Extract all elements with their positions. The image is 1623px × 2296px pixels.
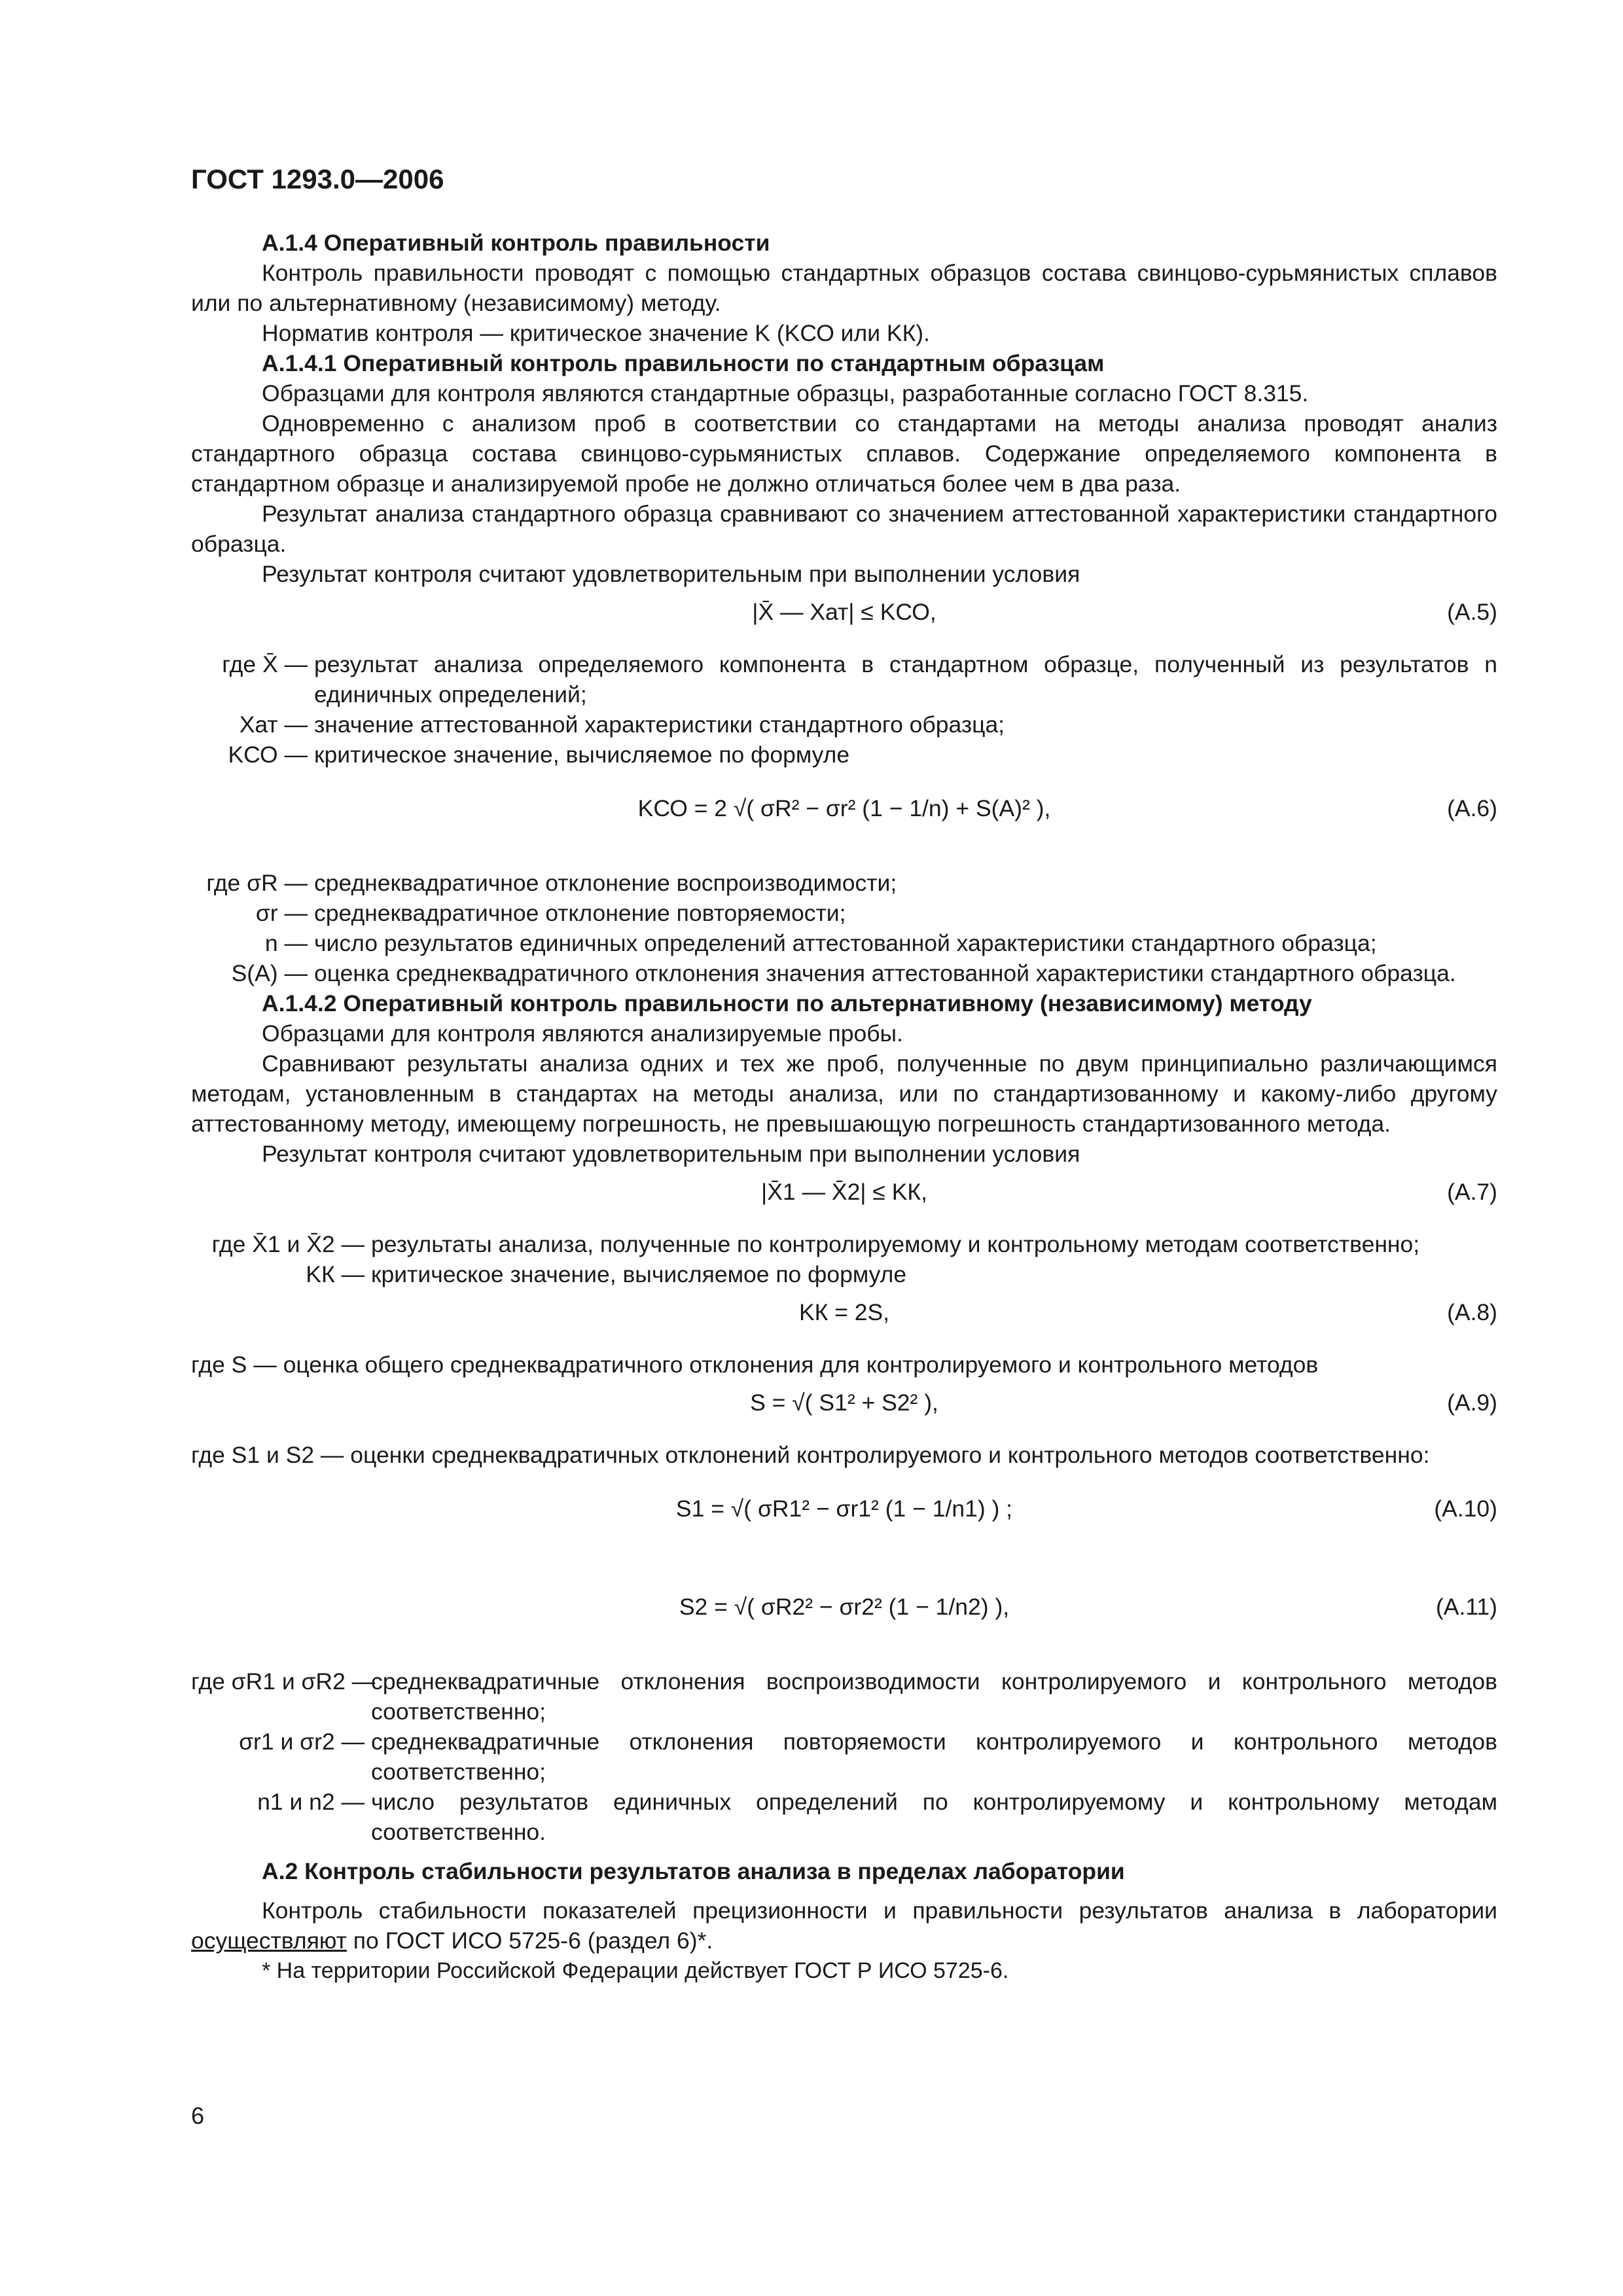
paragraph: Результат анализа стандартного образца сравнивают со значением аттестованной характеристики стандартного образца. <box>191 501 1497 557</box>
section-a14-title: А.1.4 Оперативный контроль правильности <box>262 230 770 256</box>
formula-number: (А.8) <box>1447 1299 1497 1325</box>
paragraph-text: Контроль стабильности показателей прецизионности и правильности результатов анализа в лаборатории <box>262 1897 1497 1924</box>
where-term: σr — <box>255 900 308 926</box>
section-a141-title: А.1.4.1 Оперативный контроль правильности по стандартным образцам <box>262 350 1105 376</box>
formula-a5 <box>191 589 1497 649</box>
paragraph: Образцами для контроля являются стандартные образцы, разработанные согласно ГОСТ 8.315. <box>262 380 1309 406</box>
paragraph-text: по ГОСТ ИСО 5725-6 (раздел 6)*. <box>346 1928 713 1954</box>
where-list-a7 <box>191 1229 1497 1289</box>
paragraph: Результат контроля считают удовлетворительным при выполнении условия <box>262 561 1080 587</box>
where-definition: оценка среднеквадратичного отклонения значения аттестованной характеристики стандартного образца. <box>314 960 1456 986</box>
where-term: n1 и n2 — <box>257 1789 365 1815</box>
where-definition: результаты анализа, полученные по контролируемому и контрольному методам соответственно; <box>371 1231 1420 1257</box>
formula-a8 <box>191 1289 1497 1350</box>
formula-a11 <box>191 1568 1497 1666</box>
formula-a10 <box>191 1470 1497 1568</box>
where-definition: число результатов единичных определений аттестованной характеристики стандартного образца; <box>314 930 1377 956</box>
where-term: KСО — <box>228 742 308 768</box>
where-term: Xат — <box>239 711 308 738</box>
document-header: ГОСТ 1293.0—2006 <box>191 164 444 194</box>
underlined-text: осуществляют <box>191 1928 347 1954</box>
paragraph: Образцами для контроля являются анализируемые пробы. <box>262 1020 903 1047</box>
where-list-a6 <box>191 868 1497 988</box>
formula-number: (А.9) <box>1447 1390 1497 1416</box>
page-content <box>191 228 1497 1986</box>
paragraph <box>191 1895 1497 1956</box>
formula-a7 <box>191 1169 1497 1229</box>
paragraph: Результат контроля считают удовлетворительным при выполнении условия <box>262 1141 1080 1167</box>
formula-number: (А.5) <box>1447 599 1497 625</box>
where-definition: среднеквадратичное отклонение воспроизводимости; <box>314 870 897 896</box>
page-number: 6 <box>191 2102 205 2129</box>
where-term: S(А) — <box>231 960 308 986</box>
footnote: * На территории Российской Федерации действует ГОСТ Р ИСО 5725-6. <box>262 1958 1009 1983</box>
where-definition: критическое значение, вычисляемое по формуле <box>314 742 850 768</box>
formula-expression: S2 = √( σR2² − σr2² (1 − 1/n2) ), <box>679 1594 1010 1620</box>
where-definition: критическое значение, вычисляемое по формуле <box>371 1261 907 1287</box>
where-term: KК — <box>306 1261 365 1287</box>
where-term: где X̄ — <box>222 651 308 677</box>
section-a142-title: А.1.4.2 Оперативный контроль правильности по альтернативному (независимому) методу <box>262 990 1312 1016</box>
formula-expression: |X̄1 — X̄2| ≤ KК, <box>761 1179 927 1205</box>
formula-expression: S1 = √( σR1² − σr1² (1 − 1/n1) ) ; <box>675 1496 1013 1522</box>
formula-expression: S = √( S1² + S2² ), <box>750 1390 938 1416</box>
paragraph: Одновременно с анализом проб в соответствии со стандартами на методы анализа проводят анализ стандартного образца состава свинцово-сурьмянистых сплавов. Содержание определяемого компонента в стандартном образце и анализируемой пробе не должно отличаться более чем в два раза. <box>191 410 1497 497</box>
where-term: где X̄1 и X̄2 — <box>211 1231 365 1257</box>
where-definition: среднеквадратичные отклонения повторяемости контролируемого и контрольного методов соответственно; <box>371 1729 1497 1785</box>
paragraph: Сравнивают результаты анализа одних и тех же проб, полученные по двум принципиально различающимся методам, установленным в стандартах на методы анализа, или по стандартизованному и какому-либо другому аттестованному методу, имеющему погрешность, не превышающую погрешность стандартизованного метода. <box>191 1050 1497 1137</box>
where-term: где σR1 и σR2 — <box>191 1668 376 1695</box>
where-definition: среднеквадратичные отклонения воспроизводимости контролируемого и контрольного методов соответственно; <box>371 1668 1497 1725</box>
formula-expression: KК = 2S, <box>798 1299 890 1325</box>
formula-expression: |X̄ — Xат| ≤ KСО, <box>752 599 936 625</box>
paragraph: Контроль правильности проводят с помощью стандартных образцов состава свинцово-сурьмянистых сплавов или по альтернативному (независимому) методу. <box>191 260 1497 316</box>
where-definition: число результатов единичных определений по контролируемому и контрольному методам соответственно. <box>371 1789 1497 1845</box>
formula-number: (А.10) <box>1434 1496 1497 1522</box>
where-term: где σR — <box>206 870 308 896</box>
formula-a9 <box>191 1380 1497 1440</box>
section-a2-title: А.2 Контроль стабильности результатов анализа в пределах лаборатории <box>262 1858 1125 1884</box>
where-term: n — <box>264 930 308 956</box>
where-definition: среднеквадратичное отклонение повторяемости; <box>314 900 846 926</box>
formula-a6 <box>191 770 1497 868</box>
paragraph: Норматив контроля — критическое значение K (KСО или KК). <box>262 320 930 346</box>
formula-expression: KСО = 2 √( σR² − σr² (1 − 1/n) + S(А)² ), <box>637 795 1051 821</box>
formula-number: (А.6) <box>1447 795 1497 821</box>
where-definition: значение аттестованной характеристики стандартного образца; <box>314 711 1005 738</box>
formula-number: (А.11) <box>1435 1594 1497 1620</box>
where-list-a11 <box>191 1666 1497 1847</box>
where-definition: результат анализа определяемого компонента в стандартном образце, полученный из результатов n единичных определений; <box>314 651 1497 708</box>
where-term: σr1 и σr2 — <box>239 1729 365 1755</box>
where-line: где S1 и S2 — оценки среднеквадратичных отклонений контролируемого и контрольного методов соответственно: <box>191 1442 1430 1468</box>
where-line: где S — оценка общего среднеквадратичного отклонения для контролируемого и контрольного методов <box>191 1352 1319 1378</box>
where-list-a5 <box>191 649 1497 770</box>
formula-number: (А.7) <box>1447 1179 1497 1205</box>
